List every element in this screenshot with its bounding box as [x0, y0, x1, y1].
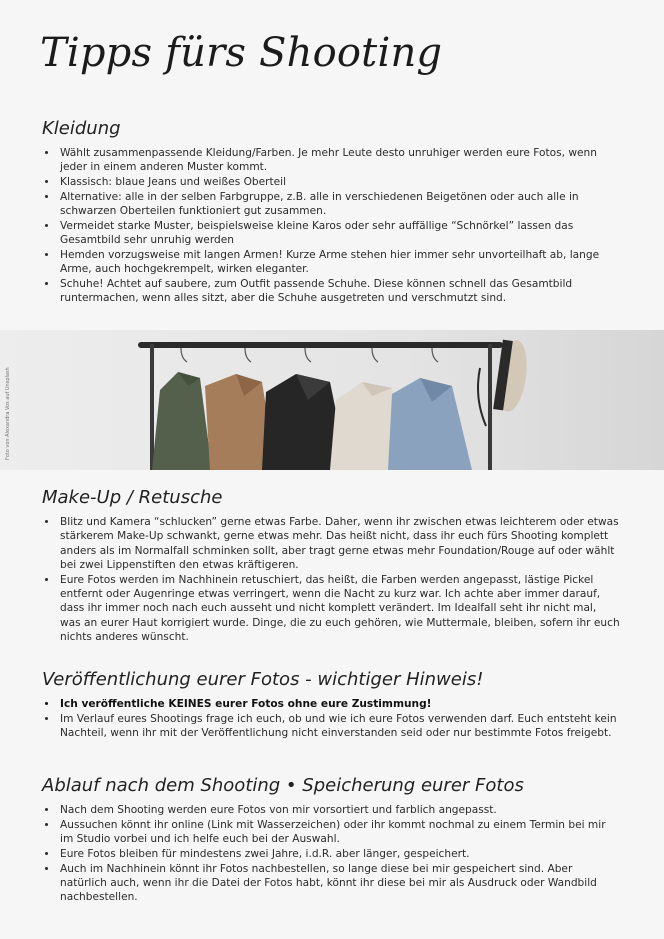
- list-item: • Hemden vorzugsweise mit langen Armen! Kurze Arme stehen hier immer sehr unvorteilhaft ab, lange Arme, auch hochgekrempelt, wirken eleganter.: [58, 248, 620, 277]
- list-item: • Im Verlauf eures Shootings frage ich euch, ob und wie ich eure Fotos verwenden darf. Euch entsteht kein Nachteil, wenn ihr mit der Veröffentlichung nicht einverstanden seid oder nur bestimmte Fotos freigebt.: [58, 712, 620, 741]
- section-heading-veroeffentlichung: Veröffentlichung eurer Fotos - wichtiger Hinweis!: [42, 669, 484, 690]
- clothing-rack-illustration: [0, 330, 664, 470]
- list-item: • Ich veröffentliche KEINES eurer Fotos ohne eure Zustimmung!: [58, 697, 620, 711]
- list-item: • Wählt zusammenpassende Kleidung/Farben. Je mehr Leute desto unruhiger werden eure Fotos, wenn jeder in einem anderen Muster kommt.: [58, 146, 620, 175]
- list-veroeffentlichung: [42, 697, 620, 741]
- clothing-rack-photo: [0, 330, 664, 470]
- list-item: • Aussuchen könnt ihr online (Link mit Wasserzeichen) oder ihr kommt nochmal zu einem Termin bei mir im Studio vorbei und ich helfe euch bei der Auswahl.: [58, 818, 620, 847]
- list-ablauf: [42, 803, 620, 905]
- photo-credit: Foto von Alexandra Vos auf Unsplash: [5, 367, 11, 460]
- list-item: • Klassisch: blaue Jeans und weißes Oberteil: [58, 175, 620, 189]
- page-title: Tipps fürs Shooting: [40, 30, 443, 76]
- list-item: • Eure Fotos werden im Nachhinein retuschiert, das heißt, die Farben werden angepasst, lästige Pickel entfernt oder Augenringe etwas verringert, wenn die Nacht zu kurz war. Ich achte aber immer darauf, dass ihr immer noch nach euch ausseht und nicht komplett verändert. Im Idealfall seht ihr nicht mal, was an eurer Haut korrigiert wurde. Dinge, die zu euch gehören, wie Muttermale, bleiben, sofern ihr euch nichts anderes wünscht.: [58, 573, 620, 644]
- list-item: • Auch im Nachhinein könnt ihr Fotos nachbestellen, so lange diese bei mir gespeichert sind. Aber natürlich auch, wenn ihr die Datei der Fotos habt, könnt ihr diese bei mir als Ausdruck oder Wandbild nachbestellen.: [58, 862, 620, 905]
- list-item: • Blitz und Kamera “schlucken” gerne etwas Farbe. Daher, wenn ihr zwischen etwas leichterem oder etwas stärkerem Make-Up schwankt, gerne etwas mehr. Das heißt nicht, dass ihr euch fürs Shooting komplett anders als im Normalfall schminken sollt, aber tragt gerne etwas mehr Foundation/Rouge auf oder wählt bei zwei Lippenstiften den etwas kräftigeren.: [58, 515, 620, 572]
- list-item: • Eure Fotos bleiben für mindestens zwei Jahre, i.d.R. aber länger, gespeichert.: [58, 847, 620, 861]
- list-item: • Alternative: alle in der selben Farbgruppe, z.B. alle in verschiedenen Beigetönen oder auch alle in schwarzen Oberteilen funktioniert gut zusammen.: [58, 190, 620, 219]
- list-item: • Schuhe! Achtet auf saubere, zum Outfit passende Schuhe. Diese können schnell das Gesamtbild runtermachen, wenn alles sitzt, aber die Schuhe ausgetreten und verschmutzt sind.: [58, 277, 620, 306]
- list-makeup: [42, 515, 620, 645]
- list-item: • Nach dem Shooting werden eure Fotos von mir vorsortiert und farblich angepasst.: [58, 803, 620, 817]
- list-item: • Vermeidet starke Muster, beispielsweise kleine Karos oder sehr auffällige “Schnörkel” lassen das Gesamtbild sehr unruhig werden: [58, 219, 620, 248]
- section-heading-kleidung: Kleidung: [42, 118, 121, 139]
- section-heading-ablauf: Ablauf nach dem Shooting • Speicherung eurer Fotos: [42, 775, 524, 796]
- list-kleidung: [42, 146, 620, 306]
- section-heading-makeup: Make-Up / Retusche: [42, 487, 223, 508]
